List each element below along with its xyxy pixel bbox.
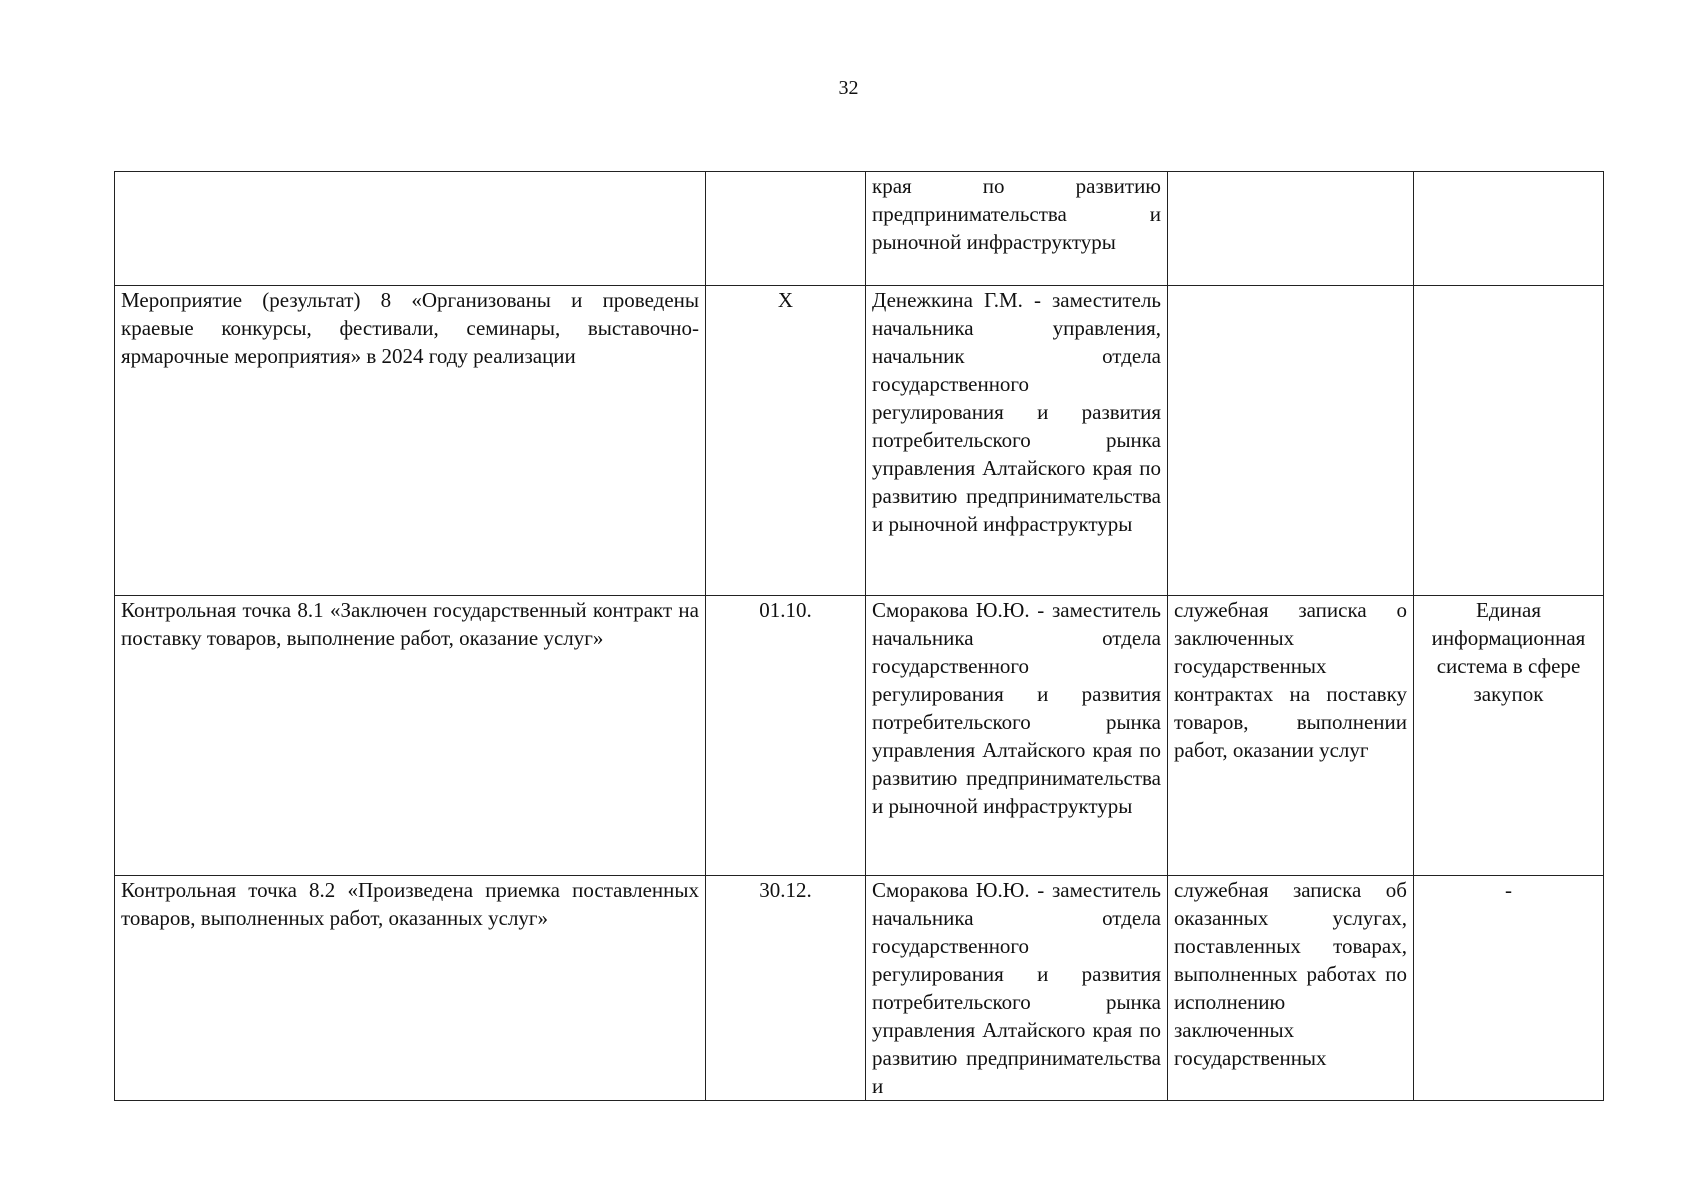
event-name-cell: Контрольная точка 8.2 «Произведена приемка поставленных товаров, выполненных работ, оказанных услуг»: [115, 876, 706, 1101]
event-name-cell: [115, 172, 706, 286]
document-cell: [1168, 172, 1414, 286]
schedule-table: [114, 171, 1604, 1101]
page-number: 32: [838, 77, 859, 99]
table-row: [115, 876, 1604, 1101]
table-row: [115, 286, 1604, 596]
info-system-cell: [1414, 286, 1604, 596]
event-name-cell: Мероприятие (результат) 8 «Организованы и проведены краевые конкурсы, фестивали, семинары, выставочно-ярмарочные мероприятия» в 2024 году реализации: [115, 286, 706, 596]
table-row: [115, 596, 1604, 876]
table-row: [115, 172, 1604, 286]
event-name-cell: Контрольная точка 8.1 «Заключен государственный контракт на поставку товаров, выполнение работ, оказание услуг»: [115, 596, 706, 876]
document-cell: [1168, 286, 1414, 596]
info-system-cell: [1414, 172, 1604, 286]
deadline-cell: 01.10.: [706, 596, 866, 876]
responsible-cell: края по развитию предпринимательства и рыночной инфраструктуры: [866, 172, 1168, 286]
document-cell: служебная записка об оказанных услугах, поставленных товарах, выполненных работах по исполнению заключенных государственных: [1168, 876, 1414, 1101]
responsible-cell: Сморакова Ю.Ю. - заместитель начальника отдела государственного регулирования и развития потребительского рынка управления Алтайского края по развитию предпринимательства и: [866, 876, 1168, 1101]
info-system-cell: Единая информационная система в сфере закупок: [1414, 596, 1604, 876]
deadline-cell: Х: [706, 286, 866, 596]
info-system-cell: -: [1414, 876, 1604, 1101]
deadline-cell: [706, 172, 866, 286]
document-cell: служебная записка о заключенных государственных контрактах на поставку товаров, выполнении работ, оказании услуг: [1168, 596, 1414, 876]
responsible-cell: Сморакова Ю.Ю. - заместитель начальника отдела государственного регулирования и развития потребительского рынка управления Алтайского края по развитию предпринимательства и рыночной инфраструктуры: [866, 596, 1168, 876]
deadline-cell: 30.12.: [706, 876, 866, 1101]
responsible-cell: Денежкина Г.М. - заместитель начальника управления, начальник отдела государственного регулирования и развития потребительского рынка управления Алтайского края по развитию предпринимательства и рыночной инфраструктуры: [866, 286, 1168, 596]
